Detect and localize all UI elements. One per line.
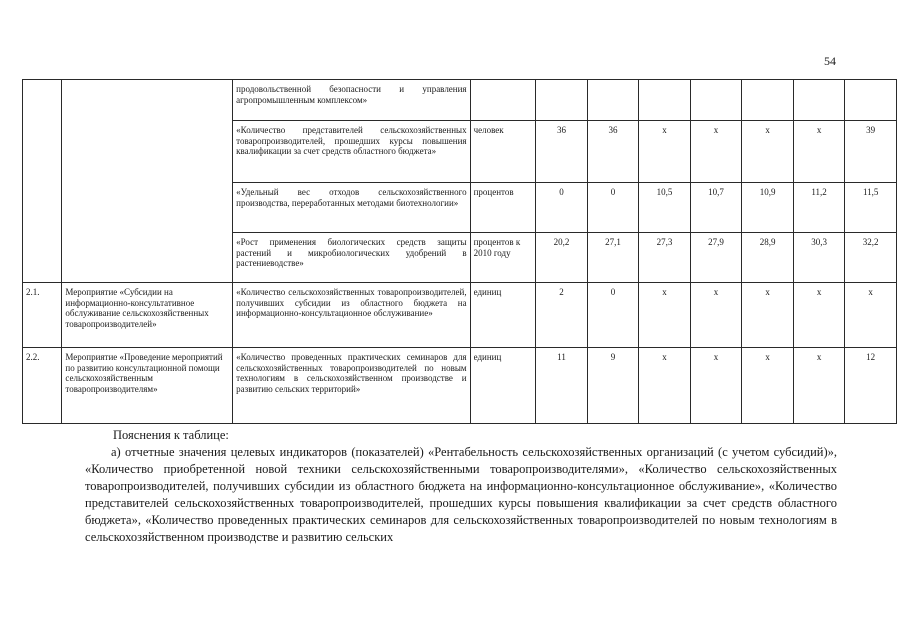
- unit-cell: процентов: [470, 183, 536, 233]
- indicator-cell: продовольственной безопасности и управления агропромышленным комплексом»: [233, 80, 470, 121]
- value-cell: [690, 80, 742, 121]
- value-cell: [536, 80, 588, 121]
- unit-cell: [470, 80, 536, 121]
- value-cell: 9: [587, 348, 639, 424]
- indicators-table: [22, 79, 897, 424]
- value-cell: 11,5: [845, 183, 897, 233]
- value-cell: х: [690, 283, 742, 348]
- unit-cell: единиц: [470, 283, 536, 348]
- value-cell: х: [793, 348, 845, 424]
- event-cell: [62, 80, 233, 283]
- row-number-cell: 2.1.: [23, 283, 62, 348]
- value-cell: 39: [845, 121, 897, 183]
- value-cell: 36: [587, 121, 639, 183]
- value-cell: х: [639, 283, 691, 348]
- event-cell: Мероприятие «Субсидии на информационно-консультативное обслуживание сельскохозяйственных товаропроизводителей»: [62, 283, 233, 348]
- value-cell: 28,9: [742, 233, 794, 283]
- value-cell: 20,2: [536, 233, 588, 283]
- value-cell: х: [690, 348, 742, 424]
- table-row: [23, 80, 897, 121]
- value-cell: 10,9: [742, 183, 794, 233]
- value-cell: х: [639, 348, 691, 424]
- value-cell: х: [793, 121, 845, 183]
- value-cell: х: [793, 283, 845, 348]
- value-cell: 0: [536, 183, 588, 233]
- value-cell: 0: [587, 183, 639, 233]
- value-cell: 10,5: [639, 183, 691, 233]
- notes-paragraph: а) отчетные значения целевых индикаторов (показателей) «Рентабельность сельскохозяйственных организаций (с учетом субсидий)», «Количество приобретенной новой техники сельскохозяйственными товаропроизводителями», «Количество сельскохозяйственных товаропроизводителей, получивших субсидии из областного бюджета на информационно-консультационное обслуживание», «Количество представителей сельскохозяйственных товаропроизводителей, прошедших курсы повышения квалификации за счет средств областного бюджета», «Количество проведенных практических семинаров для сельскохозяйственных товаропроизводителей по новым технологиям в сельскохозяйственном производстве и развитию сельских: [85, 445, 837, 544]
- table-row: [23, 348, 897, 424]
- indicator-cell: «Удельный вес отходов сельскохозяйственного производства, переработанных методами биотехнологии»: [233, 183, 470, 233]
- value-cell: 12: [845, 348, 897, 424]
- value-cell: х: [845, 283, 897, 348]
- page-number: 54: [824, 54, 836, 68]
- value-cell: 11,2: [793, 183, 845, 233]
- table-notes: [85, 427, 837, 546]
- value-cell: [793, 80, 845, 121]
- value-cell: 10,7: [690, 183, 742, 233]
- indicator-cell: «Рост применения биологических средств защиты растений и микробиологических удобрений в растениеводстве»: [233, 233, 470, 283]
- unit-cell: единиц: [470, 348, 536, 424]
- value-cell: [845, 80, 897, 121]
- indicator-cell: «Количество сельскохозяйственных товаропроизводителей, получивших субсидии из областного бюджета на информационно-консультационное обслуживание»: [233, 283, 470, 348]
- value-cell: х: [742, 348, 794, 424]
- value-cell: [742, 80, 794, 121]
- value-cell: х: [742, 121, 794, 183]
- value-cell: [639, 80, 691, 121]
- notes-heading: Пояснения к таблице:: [113, 428, 229, 442]
- table-row: [23, 283, 897, 348]
- event-cell: Мероприятие «Проведение мероприятий по развитию консультационной помощи сельскохозяйственным товаропроизводителям»: [62, 348, 233, 424]
- value-cell: 0: [587, 283, 639, 348]
- value-cell: 27,9: [690, 233, 742, 283]
- value-cell: [587, 80, 639, 121]
- unit-cell: процентов к 2010 году: [470, 233, 536, 283]
- value-cell: 32,2: [845, 233, 897, 283]
- row-number-cell: 2.2.: [23, 348, 62, 424]
- value-cell: х: [690, 121, 742, 183]
- value-cell: 27,1: [587, 233, 639, 283]
- indicator-cell: «Количество представителей сельскохозяйственных товаропроизводителей, прошедших курсы повышения квалификации за счет средств областного бюджета»: [233, 121, 470, 183]
- value-cell: х: [742, 283, 794, 348]
- value-cell: 11: [536, 348, 588, 424]
- value-cell: 2: [536, 283, 588, 348]
- value-cell: х: [639, 121, 691, 183]
- value-cell: 36: [536, 121, 588, 183]
- value-cell: 27,3: [639, 233, 691, 283]
- row-number-cell: [23, 80, 62, 283]
- indicator-cell: «Количество проведенных практических семинаров для сельскохозяйственных товаропроизводителей по новым технологиям в сельскохозяйственном производстве и развитию сельских территорий»: [233, 348, 470, 424]
- value-cell: 30,3: [793, 233, 845, 283]
- unit-cell: человек: [470, 121, 536, 183]
